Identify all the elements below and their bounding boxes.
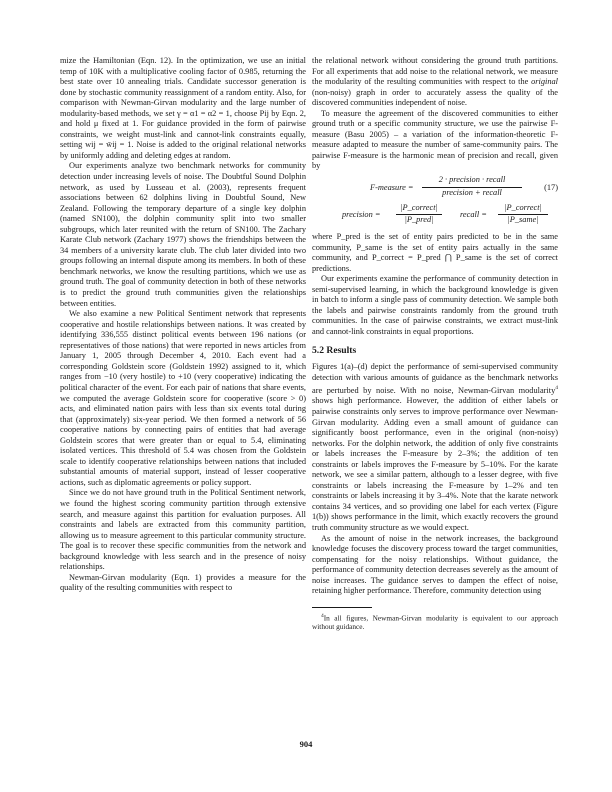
paragraph: We also examine a new Political Sentiment network that represents cooperative and hostile relationships between nations. It was created by identifying 336,555 distinct political events between 196 nations (or representatives of those nations) that were reported in news articles from January 1, 2005 through December 4, 2010. Each event had a corresponding Goldstein score (Goldstein 1992) assigned to it, which ranges from −10 (very hostile) to +10 (very cooperative) indicating the political character of the event. For each pair of nations that share events, we computed the average Goldstein score for cooperative (score > 0) acts, and eliminated nation pairs with less than six events total during that (approximately) six-year period. We then formed a network of 56 cooperative nations by connecting pairs of entities that had average Goldstein scores that were greater than or equal to 5.4, eliminating isolated vertices. This threshold of 5.4 was chosen from the Goldstein scale to identify cooperative relationships between nations that included substantial amounts of material support, instead of lesser cooperative actions, such as diplomatic agreements or policy support.: [60, 309, 306, 487]
precision-lhs: precision =: [342, 210, 381, 220]
text-run: shows high performance. However, the addition of either labels or pairwise constraints only serves to improve performance over Newman-Girvan modularity. Adding even a small amount of guidance can significantly boost performance, even in the original (non-noisy) networks. For the dolphin network, the addition of only five constraints or labels increases the F-measure by 2–3%; the addition of ten constraints or labels improves the F-measure by 5–10%. For the karate network, we see a similar pattern, although to a lesser degree, with five constraints or labels increasing the F-measure by 1–2% and ten constraints or labels increasing it by 3–4%. Note that the karate network contains 34 vertices, and so providing one label for each vertex (Figure 1(b)) shows performance in the limit, which exactly recovers the ground truth community structure as we would expect.: [312, 396, 558, 533]
left-column: [60, 56, 306, 594]
page-number: 904: [299, 739, 313, 749]
footnote-mark: 4: [321, 612, 324, 619]
equation-numerator: 2 · precision · recall: [422, 175, 522, 188]
recall-numerator: |P_correct|: [498, 203, 548, 215]
paragraph: Our experiments analyze two benchmark networks for community detection under increasing levels of noise. The Doubtful Sound Dolphin network, as used by Lusseau et al. (2003), represents frequent associations between 62 dolphins living in Doubtful Sound, New Zealand. Following the temporary departure of a single key dolphin (named SN100), the dolphin community split into two smaller subgroups, which later reunited with the return of SN100. The Zachary Karate Club network (Zachary 1977) shows the friendships between the 34 members of a university karate club. The club later divided into two groups following an internal dispute among its members. In both of these benchmark networks, we know the resulting partitions, which we use as ground truth. The goal of community detection in both of these networks is to predict the ground truth communities given the relationships between entities.: [60, 161, 306, 308]
recall-lhs: recall =: [460, 210, 487, 220]
section-heading: 5.2 Results: [312, 345, 357, 357]
paragraph: Our experiments examine the performance of community detection in semi-supervised learning, in which the background knowledge is given in batch to inform a single pass of community detection. We sample both the labels and pairwise constraints randomly from the ground truth communities. In the case of pairwise constraints, we extract must-link and cannot-link constraints in equal proportions.: [312, 274, 558, 336]
recall-denominator: |P_same|: [507, 214, 539, 224]
footnote-text: In all figures, Newman-Girvan modularity is equivalent to our approach without guidance.: [312, 613, 558, 632]
equation-lhs: F-measure =: [370, 183, 414, 193]
paragraph: To measure the agreement of the discovered communities to either ground truth or a specific community structure, we use the pairwise F-measure (Basu 2005) – a variation of the information-theoretic F-measure adapted to measure the number of same-community pairs. The pairwise F-measure is the harmonic mean of precision and recall, given by: [312, 108, 558, 171]
text-run: Figures 1(a)–(d) depict the performance of semi-supervised community detection with various amounts of guidance as the benchmark networks are perturbed by noise. With no noise, Newman-Girvan modularity: [312, 362, 558, 395]
equation-precision-recall: [312, 203, 558, 229]
paragraph: mize the Hamiltonian (Eqn. 12). In the optimization, we use an initial temp of 10K with a multiplicative cooling factor of 0.985, returning the best state over 10 annealing trials. Candidate successor generation is done by stochastic community reassignment of a random entity. Also, for comparison with Newman-Girvan modularity and the large number of modularity-based methods, we set γ = α1 = α2 = 1, choose Pij by Eqn. 2, and hold μ fixed at 1. For guidance provided in the form of pairwise constraints, we weight must-link and cannot-link constraints equally, setting wij = w̄ij = 1. Noise is added to the original relational networks by uniformly adding and deleting edges at random.: [60, 56, 306, 160]
equation-denominator: precision + recall: [442, 187, 502, 197]
paragraph: As the amount of noise in the network increases, the background knowledge focuses the discovery process toward the target communities, compensating for the noisy relationships. Without guidance, the performance of community detection decreases severely as the amount of noise increases. The guidance serves to dampen the effect of noise, retaining higher performance. Therefore, community detection using: [312, 533, 558, 596]
right-column: [312, 56, 558, 631]
precision-numerator: |P_correct|: [396, 203, 442, 215]
equation-fraction: [422, 175, 522, 198]
text-run: the relational network without considering the ground truth partitions. For all experiments that add noise to the relational network, we measure the modularity of the resulting communities with respect to the: [312, 56, 558, 87]
text-run: (non-noisy) graph in order to accurately assess the quality of the discovered communities independent of noise.: [312, 87, 558, 108]
equation-17: [312, 175, 558, 201]
paragraph: [312, 362, 558, 534]
footnote: [312, 612, 558, 631]
paragraph: where P_pred is the set of entity pairs predicted to be in the same community, P_same is the set of entity pairs actually in the same community, and P_correct = P_pred ⋂ P_same is the set of correct predictions.: [312, 232, 558, 273]
recall-fraction: [498, 203, 548, 225]
paragraph: [312, 56, 558, 109]
footnote-ref: 4: [555, 385, 558, 392]
equation-number: (17): [544, 183, 558, 193]
emphasis: original: [531, 77, 558, 87]
paragraph: Newman-Girvan modularity (Eqn. 1) provides a measure for the quality of the resulting communities with respect to: [60, 572, 306, 593]
paragraph: Since we do not have ground truth in the Political Sentiment network, we found the highest scoring community partition through extensive search, and measure against this partition for evaluation purposes. All constraints and labels are extracted from this community partition, allowing us to measure agreement to this particular community structure. The goal is to recover these specific communities from the network and background knowledge with less search and in the presence of noisy relationships.: [60, 488, 306, 572]
footnote-divider: [312, 607, 372, 608]
precision-fraction: [396, 203, 442, 225]
precision-denominator: |P_pred|: [404, 214, 434, 224]
